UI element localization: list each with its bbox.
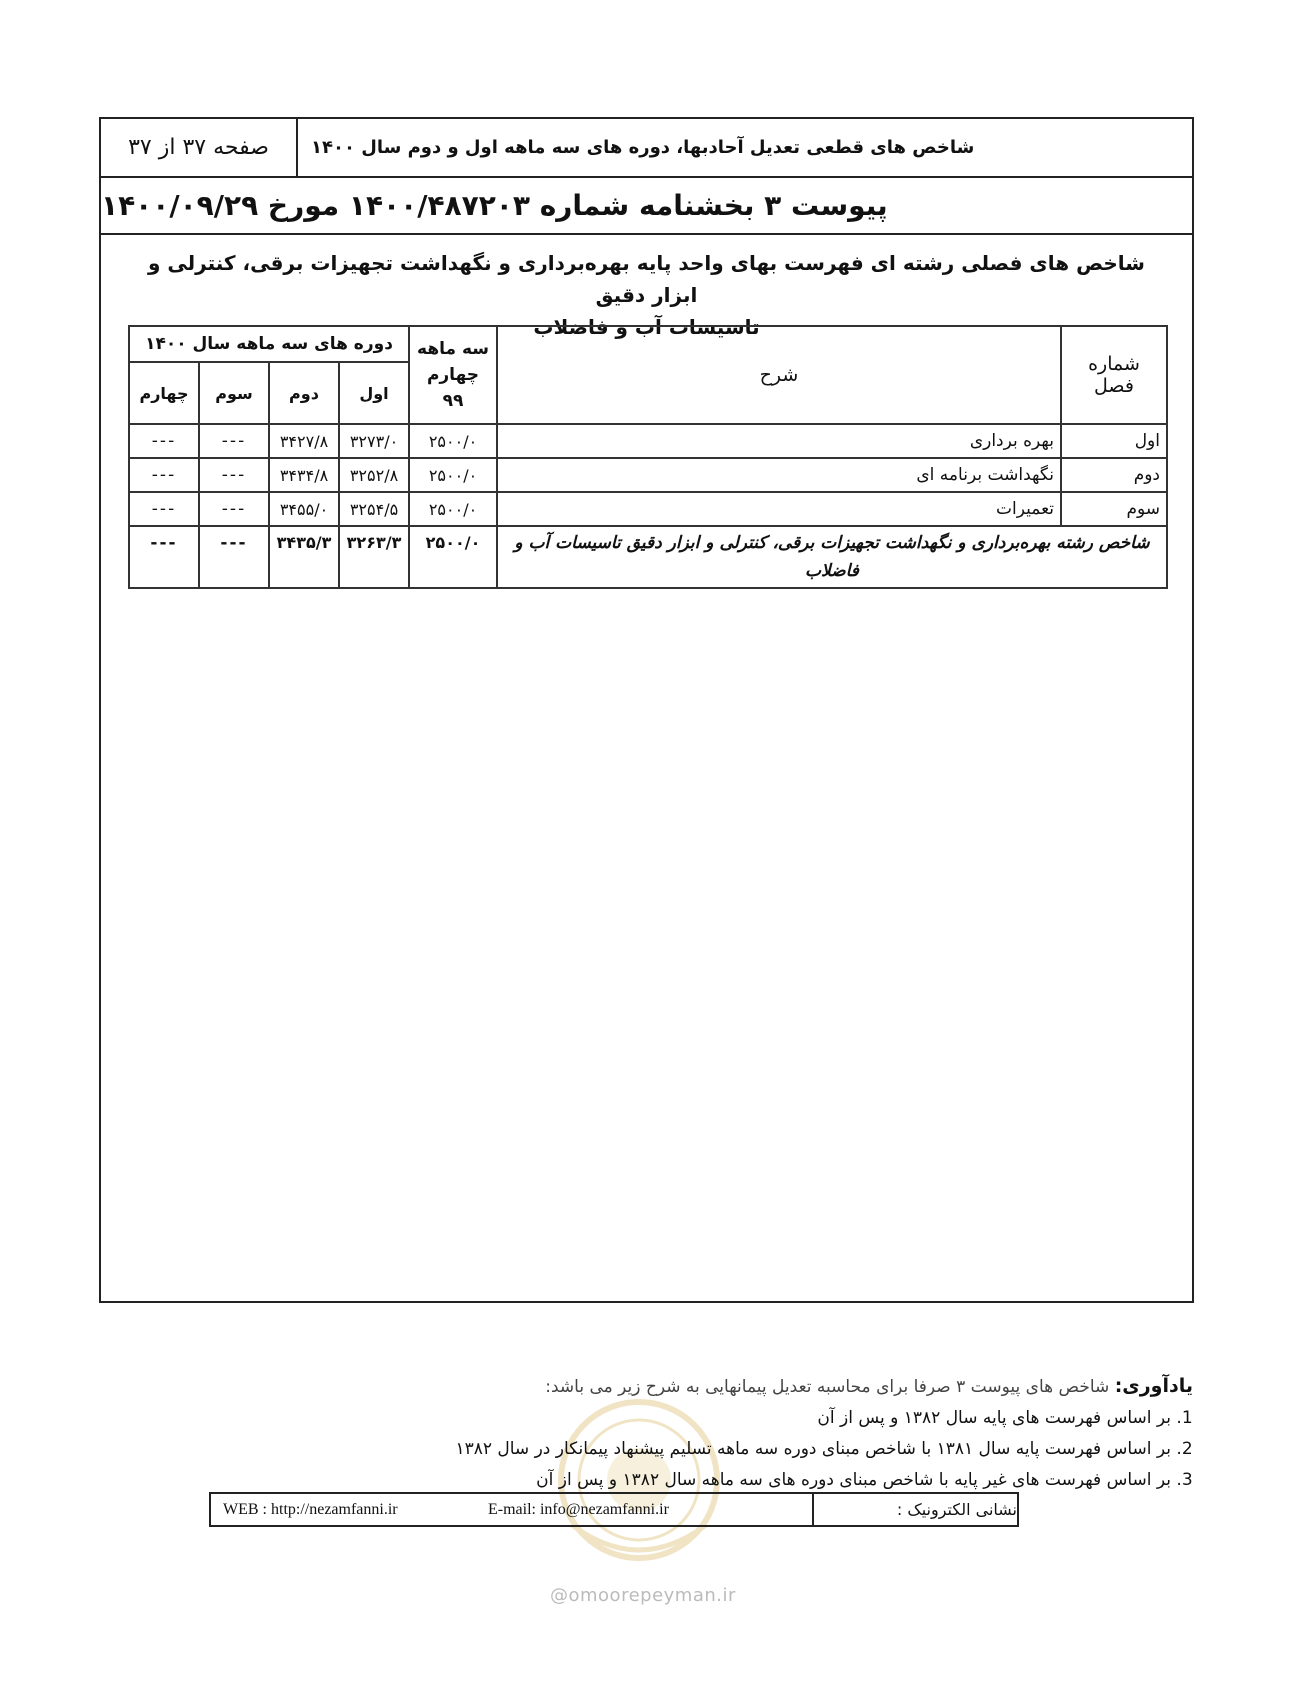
q1-value-cell: ۳۲۵۴/۵: [339, 492, 409, 526]
chapter-cell: اول: [1061, 424, 1167, 458]
chapter-cell: سوم: [1061, 492, 1167, 526]
reminder-list: [293, 1403, 1193, 1496]
q2-value-cell: ۳۴۵۵/۰: [269, 492, 339, 526]
q4-value-cell: ---: [129, 458, 199, 492]
reminder-section: [293, 1371, 1193, 1496]
description-cell: بهره برداری: [497, 424, 1061, 458]
q1-value-cell: ۳۲۵۲/۸: [339, 458, 409, 492]
reminder-intro-line: [293, 1371, 1193, 1403]
table-row: [129, 458, 1167, 492]
reminder-lead: یادآوری:: [1114, 1375, 1193, 1397]
col-base-line-2: چهارم ۹۹: [426, 365, 480, 411]
description-cell: تعمیرات: [497, 492, 1061, 526]
section-title-line-1: شاخص های فصلی رشته ای فهرست بهای واحد پایه بهره‌برداری و نگهداشت تجهیزات برقی، کنترلی و ابزار دقیق: [148, 251, 1145, 307]
base-value-cell: ۲۵۰۰/۰: [409, 492, 497, 526]
periods-header: دوره های سه ماهه سال ۱۴۰۰: [129, 326, 409, 362]
q3-value-cell: ---: [199, 424, 269, 458]
q3-value-cell: ---: [199, 458, 269, 492]
circular-reference: پیوست ۳ بخشنامه شماره ۱۴۰۰/۴۸۷۲۰۳ مورخ ۱۴۰۰/۰۹/۲۹: [101, 178, 1192, 235]
website-link[interactable]: WEB : http://nezamfanni.ir: [223, 1500, 398, 1518]
description-cell: نگهداشت برنامه ای: [497, 458, 1061, 492]
header-row: [101, 119, 1192, 178]
base-value-cell: ۲۵۰۰/۰: [409, 424, 497, 458]
q2-value-cell: ۳۴۳۴/۸: [269, 458, 339, 492]
table-row: [129, 492, 1167, 526]
col-q3-header: سوم: [199, 362, 269, 424]
col-q1-header: اول: [339, 362, 409, 424]
contact-label: نشانی الکترونیک :: [812, 1494, 1017, 1525]
total-row: [129, 526, 1167, 588]
total-q2-cell: ۳۴۳۵/۳: [269, 526, 339, 588]
col-base-line-1: سه ماهه: [417, 339, 489, 359]
contact-box: [209, 1492, 1019, 1527]
section-title-line-2: تاسیسات آب و فاضلاب: [533, 315, 760, 339]
page-frame: [99, 117, 1194, 1303]
col-base-header: [409, 326, 497, 424]
page-number: صفحه ۳۷ از ۳۷: [101, 119, 298, 176]
q3-value-cell: ---: [199, 492, 269, 526]
col-q4-header: چهارم: [129, 362, 199, 424]
total-q1-cell: ۳۲۶۳/۳: [339, 526, 409, 588]
q4-value-cell: ---: [129, 492, 199, 526]
list-item: 1. بر اساس فهرست های پایه سال ۱۳۸۲ و پس از آن: [293, 1403, 1171, 1434]
email-link[interactable]: E-mail: info@nezamfanni.ir: [488, 1500, 669, 1518]
table-row: [129, 424, 1167, 458]
q4-value-cell: ---: [129, 424, 199, 458]
chapter-cell: دوم: [1061, 458, 1167, 492]
q2-value-cell: ۳۴۲۷/۸: [269, 424, 339, 458]
col-q2-header: دوم: [269, 362, 339, 424]
col-chapter-header: شماره فصل: [1061, 326, 1167, 424]
list-item: 2. بر اساس فهرست پایه سال ۱۳۸۱ با شاخص مبنای دوره سه ماهه تسلیم پیشنهاد پیمانکار در سال ۱۳۸۲: [293, 1434, 1171, 1465]
watermark-text: @omoorepeyman.ir: [550, 1585, 736, 1606]
total-base-cell: ۲۵۰۰/۰: [409, 526, 497, 588]
list-item: 3. بر اساس فهرست های غیر پایه با شاخص مبنای دوره های سه ماهه سال ۱۳۸۲ و پس از آن: [293, 1465, 1171, 1496]
reminder-intro: شاخص های پیوست ۳ صرفا برای محاسبه تعدیل پیمانهایی به شرح زیر می باشد:: [545, 1377, 1110, 1397]
total-q3-cell: ---: [199, 526, 269, 588]
total-description-cell: شاخص رشته بهره‌برداری و نگهداشت تجهیزات برقی، کنترلی و ابزار دقیق تاسیسات آب و فاضلاب: [497, 526, 1167, 588]
col-description-header: شرح: [497, 326, 1061, 424]
header-title: شاخص های قطعی تعدیل آحادبها، دوره های سه ماهه اول و دوم سال ۱۴۰۰: [311, 137, 975, 158]
q1-value-cell: ۳۲۷۳/۰: [339, 424, 409, 458]
base-value-cell: ۲۵۰۰/۰: [409, 458, 497, 492]
total-q4-cell: ---: [129, 526, 199, 588]
index-table: [128, 325, 1168, 589]
